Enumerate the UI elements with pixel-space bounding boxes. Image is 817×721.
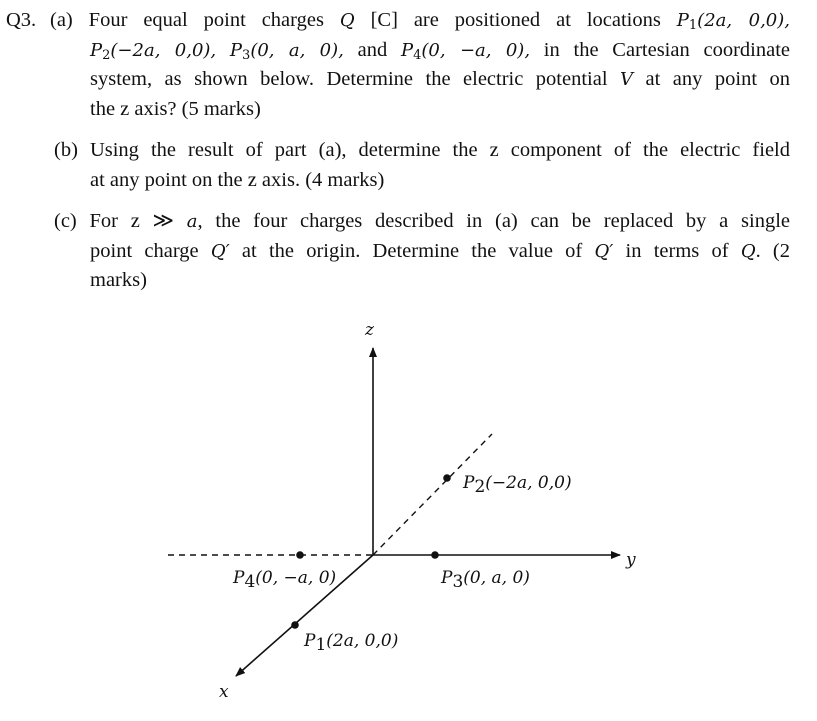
- label-P3: P3(0, a, 0): [441, 568, 530, 592]
- part-c-line-3: marks): [90, 269, 147, 291]
- label-P1: P1(2a, 0,0): [304, 631, 399, 655]
- label-P2: P2(−2a, 0,0): [463, 473, 572, 497]
- y-axis-label: y: [626, 550, 636, 570]
- point-P2: [443, 474, 451, 482]
- part-b-line-2: at any point on the z axis. (4 marks): [90, 168, 385, 191]
- part-a-line-2: $P_2(-2a$, 0,0), $P_3(0$, a, 0), and $P_4(0$, −a, 0), in the Cartesian coordinate: [90, 38, 790, 63]
- part-c-line-2: point charge Q′ at the origin. Determine the value of Q′ in terms of Q. (2: [90, 239, 791, 262]
- z-axis-label: z: [365, 320, 374, 340]
- label-P4: P4(0, −a, 0): [233, 568, 337, 592]
- point-P1: [291, 621, 299, 629]
- part-a-line-4: the z axis? (5 marks): [90, 97, 261, 120]
- part-a-line-3: system, as shown below. Determine the electric potential V at any point on: [90, 68, 790, 90]
- point-P3: [431, 551, 439, 559]
- x-axis-label: x: [219, 682, 229, 702]
- part-a-line-1: (a) Four equal point charges Q [C] are positioned at locations $P_1(2a$, 0,0),: [50, 9, 790, 33]
- question-number: Q3.: [6, 9, 37, 31]
- part-b-line-1: (b) Using the result of part (a), determine the z component of the electric field: [54, 139, 790, 161]
- point-P4: [296, 551, 304, 559]
- part-c-line-1: (c) For z ≫ a, the four charges described in (a) can be replaced by a single: [54, 210, 790, 232]
